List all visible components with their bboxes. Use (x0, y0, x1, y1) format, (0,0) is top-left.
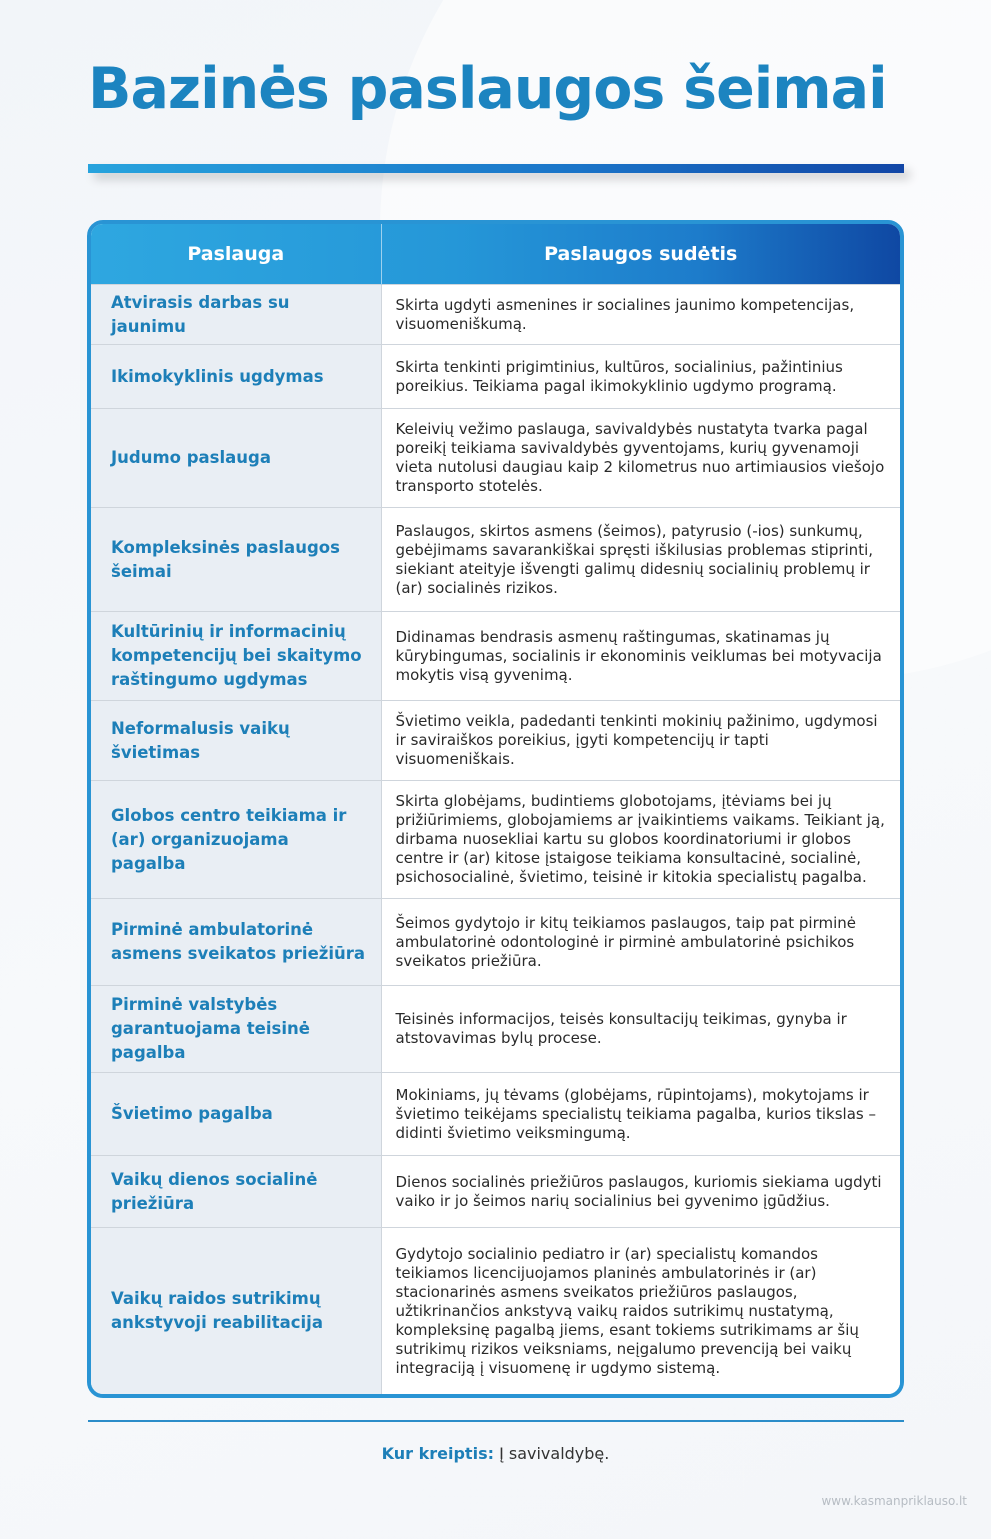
service-description: Mokiniams, jų tėvams (globėjams, rūpintojams), mokytojams ir švietimo teikėjams specialistų teikiama pagalba, kurios tikslas – didinti švietimo veiksmingumą. (381, 1073, 900, 1156)
service-name: Vaikų dienos socialinė priežiūra (91, 1156, 381, 1228)
service-description: Skirta tenkinti prigimtinius, kultūros, socialinius, pažintinius poreikius. Teikiama pagal ikimokyklinio ugdymo programą. (381, 345, 900, 409)
where-to-apply-label: Kur kreiptis: (381, 1444, 494, 1463)
service-description: Skirta ugdyti asmenines ir socialines jaunimo kompetencijas, visuomeniškumą. (381, 285, 900, 345)
services-table (87, 220, 904, 1398)
service-name: Pirminė ambulatorinė asmens sveikatos priežiūra (91, 899, 381, 986)
table-row (91, 285, 900, 345)
table-row (91, 986, 900, 1073)
service-description: Dienos socialinės priežiūros paslaugos, kuriomis siekiama ugdyti vaiko ir jo šeimos narių socialinius bei gyvenimo įgūdžius. (381, 1156, 900, 1228)
table-row (91, 612, 900, 701)
service-name: Judumo paslauga (91, 409, 381, 508)
service-name: Vaikų raidos sutrikimų ankstyvoji reabilitacija (91, 1228, 381, 1395)
table-row (91, 781, 900, 899)
service-description: Šeimos gydytojo ir kitų teikiamos paslaugos, taip pat pirminė ambulatorinė odontologinė ir pirminė ambulatorinė psichikos sveikatos priežiūra. (381, 899, 900, 986)
table-row (91, 899, 900, 986)
header-description: Paslaugos sudėtis (381, 224, 900, 285)
service-description: Švietimo veikla, padedanti tenkinti mokinių pažinimo, ugdymosi ir saviraiškos poreikius, įgyti kompetencijų ir tapti visuomeniškais. (381, 701, 900, 781)
table-row (91, 508, 900, 612)
table-row (91, 701, 900, 781)
service-description: Skirta globėjams, budintiems globotojams, įtėviams bei jų prižiūrimiems, globojamiems ar įvaikintiems vaikams. Teikiant ją, dirbama nuosekliai kartu su globos koordinatoriumi ir globos centre ir (ar) kitose įstaigose teikiama konsultacinė, socialinė, psichosocialinė, švietimo, teisinė ir kitokia specialistų pagalba. (381, 781, 900, 899)
where-to-apply-text: Į savivaldybę. (493, 1444, 610, 1463)
table-row (91, 409, 900, 508)
service-name: Kompleksinės paslaugos šeimai (91, 508, 381, 612)
service-name: Kultūrinių ir informacinių kompetencijų bei skaitymo raštingumo ugdymas (91, 612, 381, 701)
table-row (91, 345, 900, 409)
service-name: Švietimo pagalba (91, 1073, 381, 1156)
table-header-row (91, 224, 900, 285)
header-service: Paslauga (187, 243, 285, 265)
table-row (91, 1228, 900, 1395)
footer-divider (88, 1420, 904, 1422)
table-row (91, 1156, 900, 1228)
service-description: Keleivių vežimo paslauga, savivaldybės nustatyta tvarka pagal poreikį teikiama savivaldybės gyventojams, kurių gyvenamoji vieta nutolusi daugiau kaip 2 kilometrus nuo artimiausios viešojo transporto stotelės. (381, 409, 900, 508)
service-description: Paslaugos, skirtos asmens (šeimos), patyrusio (-ios) sunkumų, gebėjimams savarankiškai spręsti iškilusias problemas stiprinti, siekiant ateityje išvengti galimų didesnių socialinių problemų ir (ar) socialinės rizikos. (381, 508, 900, 612)
table-row (91, 1073, 900, 1156)
service-name: Ikimokyklinis ugdymas (91, 345, 381, 409)
where-to-apply (0, 1444, 991, 1463)
title-underline (88, 164, 904, 173)
service-name: Neformalusis vaikų švietimas (91, 701, 381, 781)
service-name: Pirminė valstybės garantuojama teisinė pagalba (91, 986, 381, 1073)
service-description: Gydytojo socialinio pediatro ir (ar) specialistų komandos teikiamos licencijuojamos planinės ambulatorinės ir (ar) stacionarinės asmens sveikatos priežiūros paslaugos, užtikrinančios ankstyvą vaikų raidos sutrikimų nustatymą, kompleksinę pagalbą jiems, esant tokiems sutrikimams ar šių sutrikimų rizikos veiksniams, neįgalumo prevenciją bei vaikų integraciją į visuomenę ir ugdymo sistemą. (381, 1228, 900, 1395)
service-description: Teisinės informacijos, teisės konsultacijų teikimas, gynyba ir atstovavimas bylų procese. (381, 986, 900, 1073)
service-description: Didinamas bendrasis asmenų raštingumas, skatinamas jų kūrybingumas, socialinis ir ekonominis veiklumas bei motyvacija mokytis visą gyvenimą. (381, 612, 900, 701)
website-url: www.kasmanpriklauso.lt (821, 1494, 967, 1508)
page-title: Bazinės paslaugos šeimai (88, 56, 887, 122)
service-name: Globos centro teikiama ir (ar) organizuojama pagalba (91, 781, 381, 899)
service-name: Atvirasis darbas su jaunimu (91, 285, 381, 345)
